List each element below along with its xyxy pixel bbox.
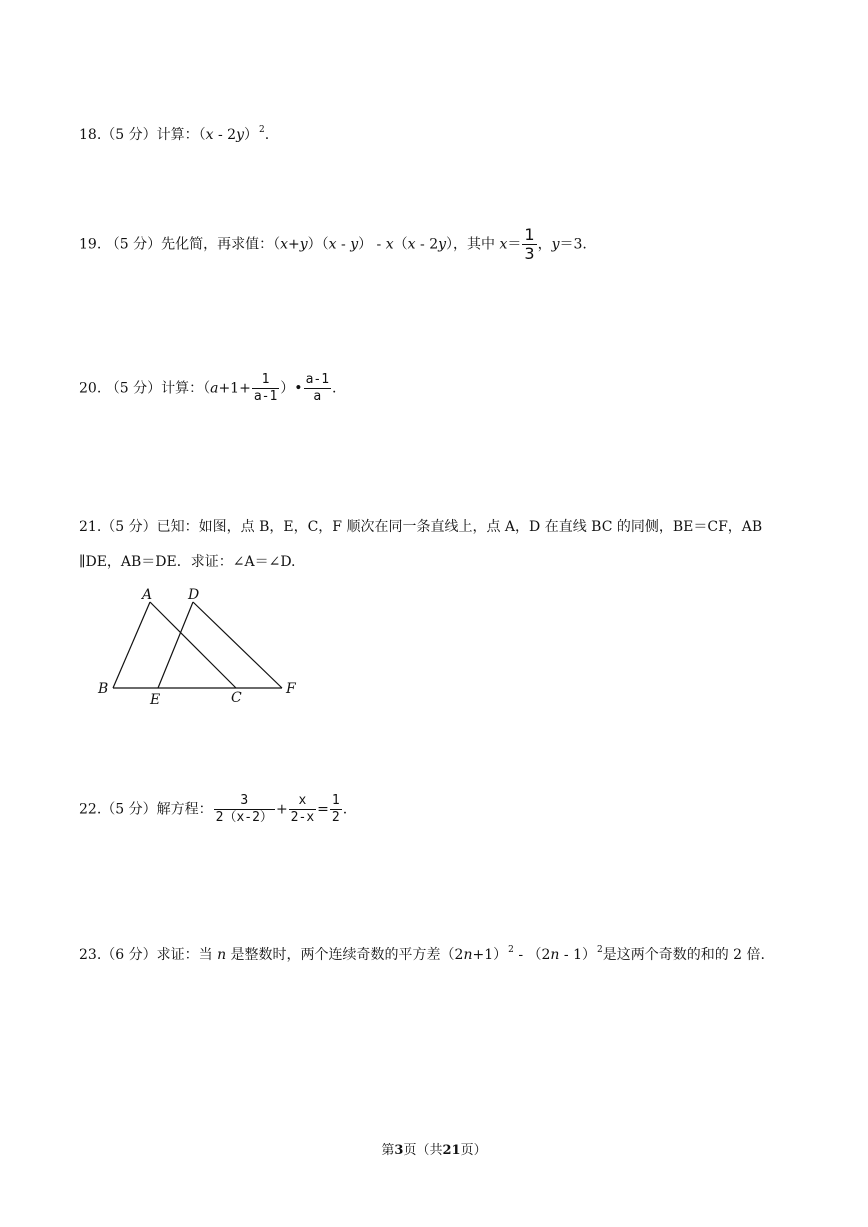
- fraction-numerator: 3: [214, 793, 275, 810]
- q19-text: ＝: [507, 236, 522, 253]
- footer-text: 页（共: [403, 1143, 443, 1158]
- q22-text: =: [317, 801, 329, 818]
- q23-text: 是这两个奇数的和的 2 倍.: [602, 947, 765, 963]
- fraction-denominator: a: [313, 389, 322, 404]
- var-y: y: [551, 236, 560, 253]
- fraction-numerator: 1: [252, 372, 279, 389]
- q19-text: ），其中: [446, 236, 500, 253]
- q19-text: +: [287, 236, 300, 253]
- question-19: [79, 226, 587, 263]
- q20-text: +1+: [218, 380, 251, 397]
- q23-text: 是整数时，两个连续奇数的平方差（2: [226, 947, 464, 963]
- label-c: C: [231, 690, 242, 706]
- var-n: n: [217, 947, 227, 963]
- var-x: x: [407, 236, 416, 253]
- question-18: [79, 120, 269, 145]
- fraction-3-over-2-x-minus-2: [214, 793, 275, 826]
- q23-text: - （2: [513, 947, 551, 963]
- exponent: 2: [259, 125, 265, 135]
- var-x: x: [385, 236, 394, 253]
- fraction-a-minus-1-over-a: [304, 372, 331, 405]
- fraction-denominator: 2: [331, 810, 340, 825]
- exponent: 2: [508, 945, 514, 955]
- q18-period: .: [264, 127, 270, 143]
- fraction-one-third: [522, 226, 536, 263]
- q23-prefix: 23.（6 分）求证：当: [79, 947, 218, 963]
- fraction-numerator: 1: [331, 793, 340, 808]
- footer-text: 页）: [460, 1143, 487, 1158]
- label-b: B: [98, 681, 109, 697]
- fraction-numerator: a-1: [305, 372, 330, 387]
- var-x: x: [205, 127, 214, 143]
- var-n: n: [550, 947, 560, 963]
- page-number: 3: [394, 1143, 404, 1158]
- q22-prefix: 22.（5 分）解方程：: [79, 801, 213, 818]
- page-footer: [0, 1139, 868, 1158]
- var-a: a: [210, 380, 219, 397]
- exponent: 2: [597, 945, 603, 955]
- q18-text: - 2: [213, 127, 237, 143]
- question-21-line-1: 21.（5 分）已知：如图，点 B，E，C，F 顺次在同一条直线上，点 A，D 在直线 BC 的同侧，BE＝CF，AB: [79, 519, 763, 535]
- fraction-denominator: 2（x-2）: [215, 810, 273, 825]
- q23-text: - 1）: [559, 947, 596, 963]
- q19-text: ＝3.: [559, 236, 587, 253]
- segment-df: [193, 602, 282, 688]
- q18-paren: ）: [244, 127, 258, 143]
- q19-text: （: [393, 236, 408, 253]
- var-n: n: [463, 947, 473, 963]
- question-20: [79, 372, 337, 405]
- footer-text: 第: [381, 1143, 395, 1158]
- fraction-numerator: x: [289, 793, 316, 810]
- q19-text: ，: [537, 236, 552, 253]
- question-23: [79, 940, 765, 965]
- q20-text: ）•: [280, 380, 303, 397]
- q20-period: .: [332, 380, 337, 397]
- q19-text: ）（: [307, 236, 329, 253]
- q20-prefix: 20. （5 分）计算：（: [79, 380, 211, 397]
- var-y: y: [236, 127, 244, 143]
- var-y: y: [299, 236, 308, 253]
- q19-text: -: [336, 236, 351, 253]
- q18-prefix: 18.（5 分）计算：（: [79, 127, 206, 143]
- fraction-one-half: [330, 793, 342, 826]
- label-f: F: [286, 681, 296, 697]
- question-22: [79, 793, 347, 826]
- fraction-x-over-2-minus-x: [289, 793, 316, 826]
- fraction-denominator: a-1: [253, 389, 278, 404]
- fraction-denominator: 2-x: [290, 810, 315, 825]
- q22-period: .: [342, 801, 348, 818]
- fraction-numerator: 1: [524, 225, 535, 244]
- q19-prefix: 19. （5 分）先化简，再求值：（: [79, 236, 281, 253]
- fraction-1-over-a-minus-1: [252, 372, 279, 405]
- var-x: x: [499, 236, 508, 253]
- var-x: x: [280, 236, 288, 253]
- q22-text: +: [275, 801, 288, 818]
- var-x: x: [328, 236, 337, 253]
- q23-text: +1）: [472, 947, 508, 963]
- q19-text: - 2: [415, 236, 439, 253]
- label-d: D: [188, 587, 200, 603]
- segment-ab: [113, 602, 150, 688]
- var-y: y: [438, 236, 447, 253]
- label-e: E: [150, 692, 161, 708]
- fraction-denominator: 3: [524, 244, 535, 263]
- total-pages: 21: [442, 1143, 461, 1158]
- label-a: A: [142, 587, 153, 603]
- var-y: y: [350, 236, 359, 253]
- geometry-figure: [92, 584, 312, 714]
- question-21-line-2: ∥DE，AB＝DE．求证：∠A＝∠D.: [79, 554, 296, 570]
- q19-text: ） -: [358, 236, 386, 253]
